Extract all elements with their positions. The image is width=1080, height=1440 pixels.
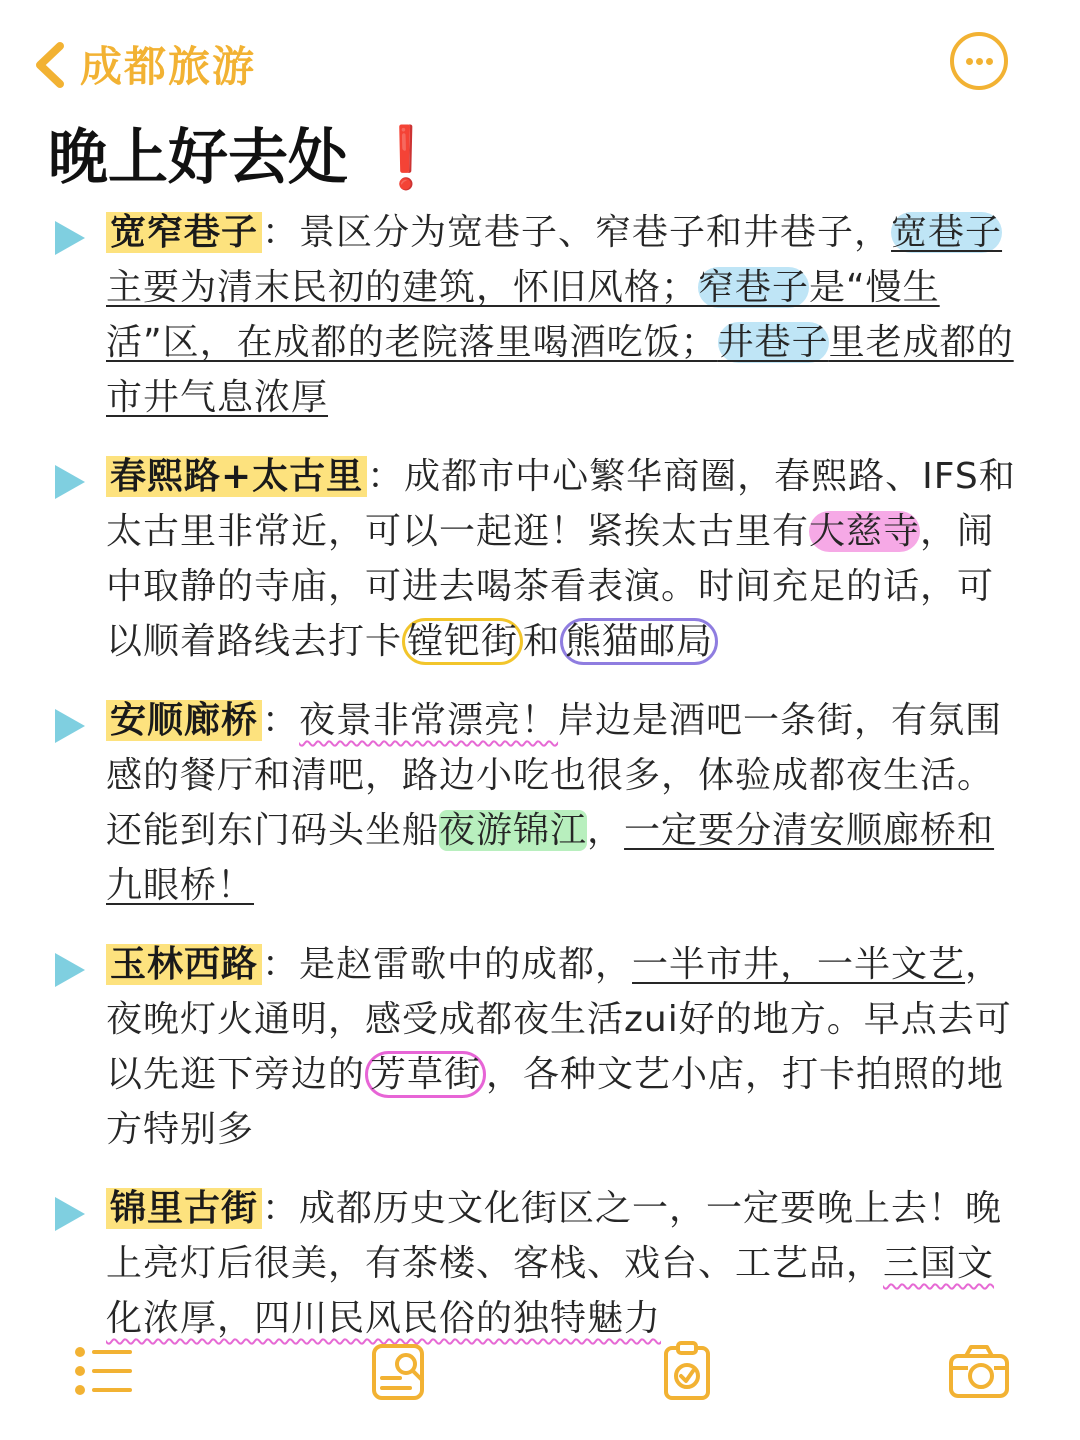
text-segment: 和 xyxy=(523,621,561,662)
top-bar xyxy=(0,0,1080,120)
search-doc-icon[interactable] xyxy=(370,1340,432,1402)
app-title: 成都旅游 xyxy=(80,42,257,91)
underlined-text: 一定要分清安顺廊桥和九眼桥！ xyxy=(106,810,995,906)
chevron-left-icon[interactable] xyxy=(30,40,70,90)
highlighted-text: 宽巷子 xyxy=(891,212,1003,253)
list-item xyxy=(0,449,1080,669)
highlighted-text: 大慈寺 xyxy=(809,511,921,552)
list-item xyxy=(0,1181,1080,1346)
item-text xyxy=(106,693,1020,913)
circled-text: 镗钯街 xyxy=(402,618,523,665)
list-icon[interactable] xyxy=(72,1340,134,1402)
text-segment: ，各种文艺小店，打卡拍照的地方特别多 xyxy=(106,1054,1005,1150)
more-icon[interactable] xyxy=(950,32,1008,90)
triangle-bullet-icon xyxy=(55,221,85,255)
text-segment: ：成都历史文化街区之一，一定要晚上去！晚上亮灯后很美，有茶楼、客栈、戏台、工艺品， xyxy=(106,1188,1003,1284)
highlighted-text: 夜游锦江 xyxy=(439,810,588,851)
item-text xyxy=(106,205,1020,425)
camera-icon[interactable] xyxy=(948,1340,1010,1402)
page-title xyxy=(48,110,444,196)
list-item xyxy=(0,693,1080,913)
circled-text: 芳草街 xyxy=(365,1051,486,1098)
wavy-underlined-text: 三国文化浓厚，四川民风民俗的独特魅力 xyxy=(106,1243,995,1339)
text-segment: ，夜晚灯火通明，感受成都夜生活zui好的地方。早点去可以先逛下旁边的 xyxy=(106,944,1012,1095)
clipboard-check-icon[interactable] xyxy=(656,1340,718,1402)
text-segment: ：成都市中心繁华商圈，春熙路、IFS和太古里非常近，可以一起逛！紧挨太古里有 xyxy=(106,456,1016,552)
spot-name: 安顺廊桥 xyxy=(106,700,262,741)
exclamation-icon: ❗ xyxy=(368,123,444,193)
text-segment: ： xyxy=(262,700,300,741)
circled-text: 熊猫邮局 xyxy=(560,618,718,665)
list-item xyxy=(0,937,1080,1157)
triangle-bullet-icon xyxy=(55,465,85,499)
spot-name: 春熙路+太古里 xyxy=(106,456,367,497)
spot-name: 锦里古街 xyxy=(106,1188,262,1229)
page-title-text: 晚上好去处 xyxy=(48,123,348,193)
text-segment: ， xyxy=(587,810,625,851)
underlined-text: 里老成都的市井气息浓厚 xyxy=(106,322,1014,418)
triangle-bullet-icon xyxy=(55,709,85,743)
underlined-text: 主要为清末民初的建筑，怀旧风格； xyxy=(106,267,699,308)
text-segment: ，闹中取静的寺庙，可进去喝茶看表演。时间充足的话，可以顺着路线去打卡 xyxy=(106,511,995,662)
item-text xyxy=(106,937,1020,1157)
list-item xyxy=(0,205,1080,425)
text-segment: 岸边是酒吧一条街，有氛围感的餐厅和清吧，路边小吃也很多，体验成都夜生活。还能到东门码头坐船 xyxy=(106,700,1003,851)
bottom-toolbar xyxy=(0,1330,1080,1440)
wavy-underlined-text: 夜景非常漂亮！ xyxy=(299,700,559,741)
spot-list xyxy=(0,205,1080,1370)
triangle-bullet-icon xyxy=(55,1197,85,1231)
item-text xyxy=(106,449,1020,669)
underlined-text: 一半市井，一半文艺 xyxy=(632,944,966,985)
triangle-bullet-icon xyxy=(55,953,85,987)
highlighted-text: 井巷子 xyxy=(717,322,829,363)
highlighted-text: 窄巷子 xyxy=(698,267,810,308)
item-text xyxy=(106,1181,1020,1346)
underlined-text: 是“慢生活”区，在成都的老院落里喝酒吃饭； xyxy=(106,267,940,363)
text-segment: ：景区分为宽巷子、窄巷子和井巷子， xyxy=(262,212,892,253)
spot-name: 玉林西路 xyxy=(106,944,262,985)
spot-name: 宽窄巷子 xyxy=(106,212,262,253)
text-segment: ：是赵雷歌中的成都， xyxy=(262,944,633,985)
